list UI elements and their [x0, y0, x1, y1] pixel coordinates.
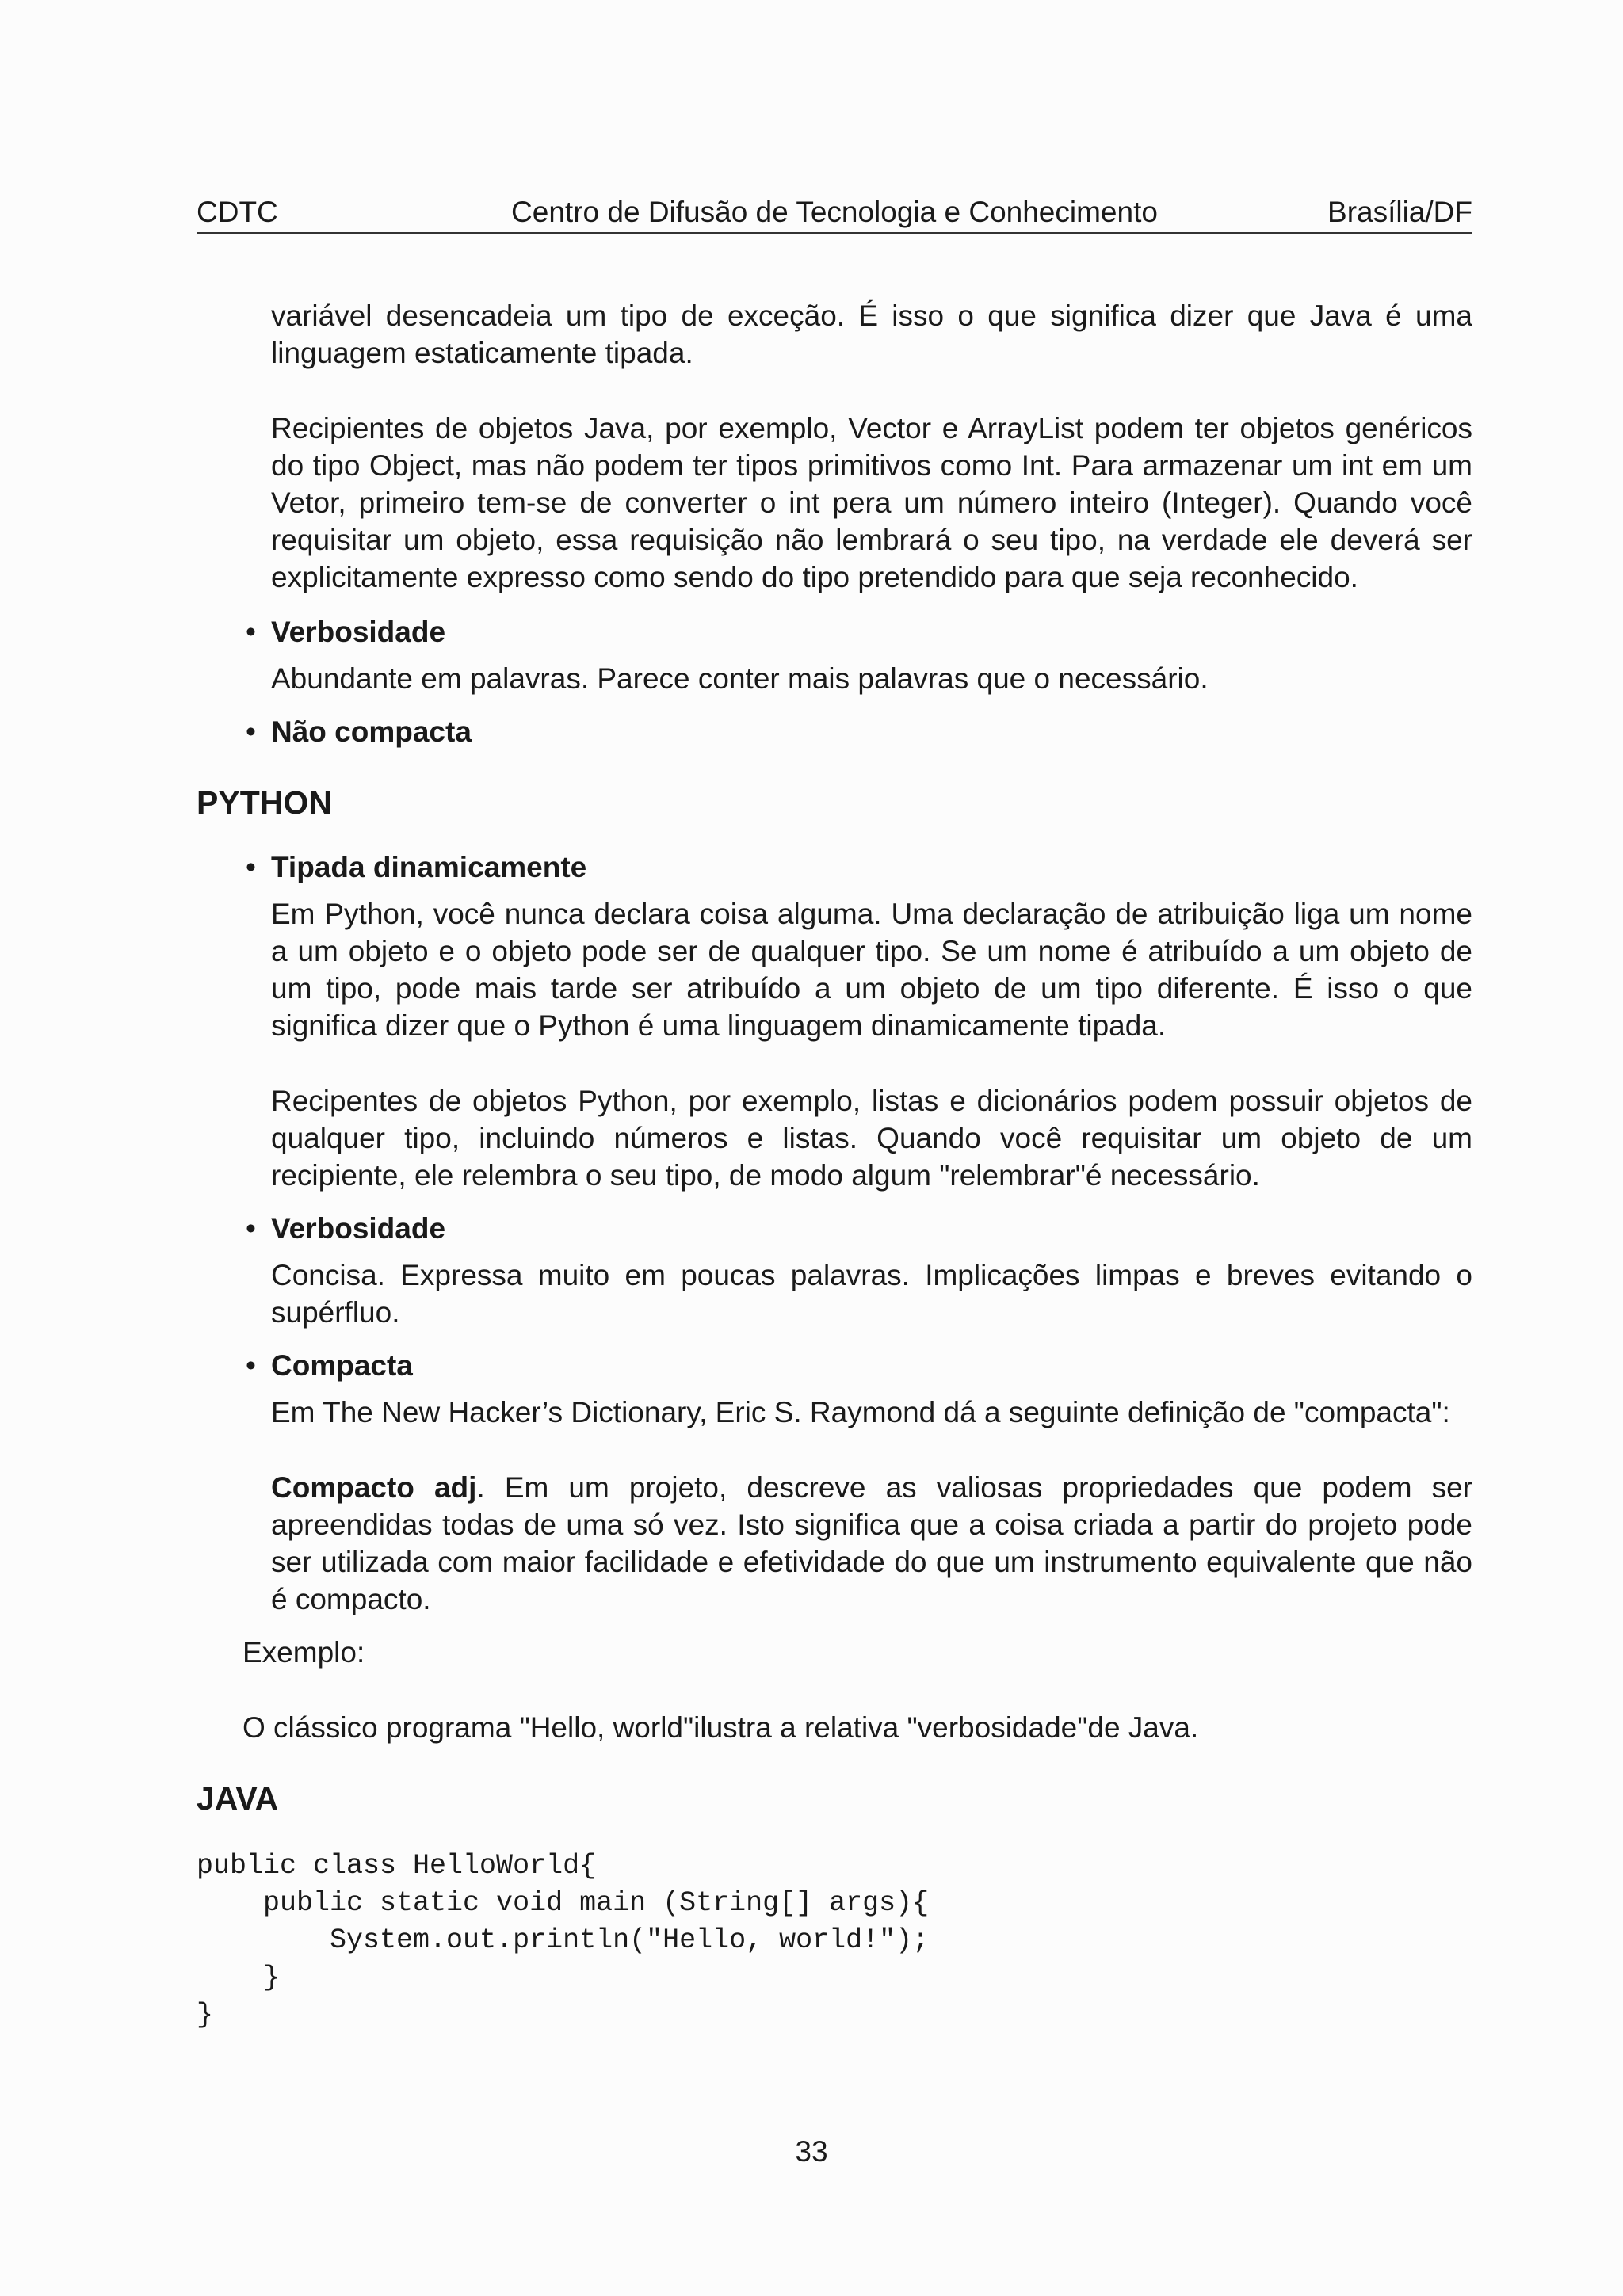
bullet-title: Compacta [271, 1349, 413, 1382]
page-body [197, 297, 1472, 2034]
bullet-paragraph: Recipentes de objetos Python, por exemplo, listas e dicionários podem possuir objetos de qualquer tipo, incluindo números e listas. Quando você requisitar um objeto de um recipiente, ele relembra o seu tipo, de modo algum "relembrar"é necessário. [271, 1085, 1472, 1192]
intro-paragraph-2: Recipientes de objetos Java, por exemplo, Vector e ArrayList podem ter objetos genéricos do tipo Object, mas não podem ter tipos primitivos como Int. Para armazenar um int em um Vetor, primeiro tem-se de converter o int pera um número inteiro (Integer). Quando você requisitar um objeto, essa requisição não lembrará o seu tipo, na verdade ele deverá ser explicitamente expresso como sendo do tipo pretendido para que seja reconhecido. [271, 412, 1472, 593]
page-header [197, 193, 1472, 234]
bullet-icon: • [246, 1212, 256, 1245]
bullet-icon: • [246, 1349, 256, 1382]
bullet-title: Verbosidade [271, 1212, 446, 1245]
section-heading-python: PYTHON [197, 784, 332, 821]
bullet-title: Não compacta [271, 715, 472, 748]
bullet-text: Abundante em palavras. Parece conter mais palavras que o necessário. [271, 662, 1209, 695]
bullet-icon: • [246, 851, 256, 883]
page-number: 33 [795, 2135, 828, 2168]
bullet-item [197, 613, 1472, 697]
header-left: CDTC [197, 196, 278, 228]
header-right: Brasília/DF [1327, 196, 1472, 228]
definition-text: . Em um projeto, descreve as valiosas propriedades que podem ser apreendidas todas de uma só vez. Isto significa que a coisa criada a partir do projeto pode ser utilizada com maior facilidade e efetividade do que um instrumento equivalente que não é compacto. [271, 1471, 1472, 1615]
section-heading-java: JAVA [197, 1780, 279, 1817]
bullet-item [197, 1210, 1472, 1331]
definition-term: Compacto adj [271, 1471, 477, 1504]
bullet-item [197, 1347, 1472, 1618]
intro-paragraph-1: variável desencadeia um tipo de exceção. É isso o que significa dizer que Java é uma linguagem estaticamente tipada. [271, 299, 1472, 369]
bullet-paragraph: Em The New Hacker’s Dictionary, Eric S. Raymond dá a seguinte definição de "compacta": [271, 1396, 1450, 1428]
header-center: Centro de Difusão de Tecnologia e Conhecimento [511, 196, 1158, 228]
bullet-item [197, 713, 1472, 750]
bullet-item [197, 849, 1472, 1194]
bullet-paragraph: Em Python, você nunca declara coisa alguma. Uma declaração de atribuição liga um nome a um objeto e o objeto pode ser de qualquer tipo. Se um nome é atribuído a um objeto de um tipo, pode mais tarde ser atribuído a um objeto de um tipo diferente. É isso o que significa dizer que o Python é uma linguagem dinamicamente tipada. [271, 898, 1472, 1042]
bullet-title: Verbosidade [271, 616, 446, 648]
bullet-text: Concisa. Expressa muito em poucas palavras. Implicações limpas e breves evitando o supérfluo. [271, 1259, 1472, 1329]
bullet-icon: • [246, 715, 256, 748]
code-block: public class HelloWorld{ public static void main (String[] args){ System.out.println("Hello, world!"); } } [197, 1850, 930, 2031]
bullet-icon: • [246, 616, 256, 648]
bullet-title: Tipada dinamicamente [271, 851, 587, 883]
example-text: O clássico programa "Hello, world"ilustra a relativa "verbosidade"de Java. [242, 1711, 1199, 1744]
definition-paragraph [271, 1469, 1472, 1618]
example-label: Exemplo: [242, 1636, 365, 1669]
